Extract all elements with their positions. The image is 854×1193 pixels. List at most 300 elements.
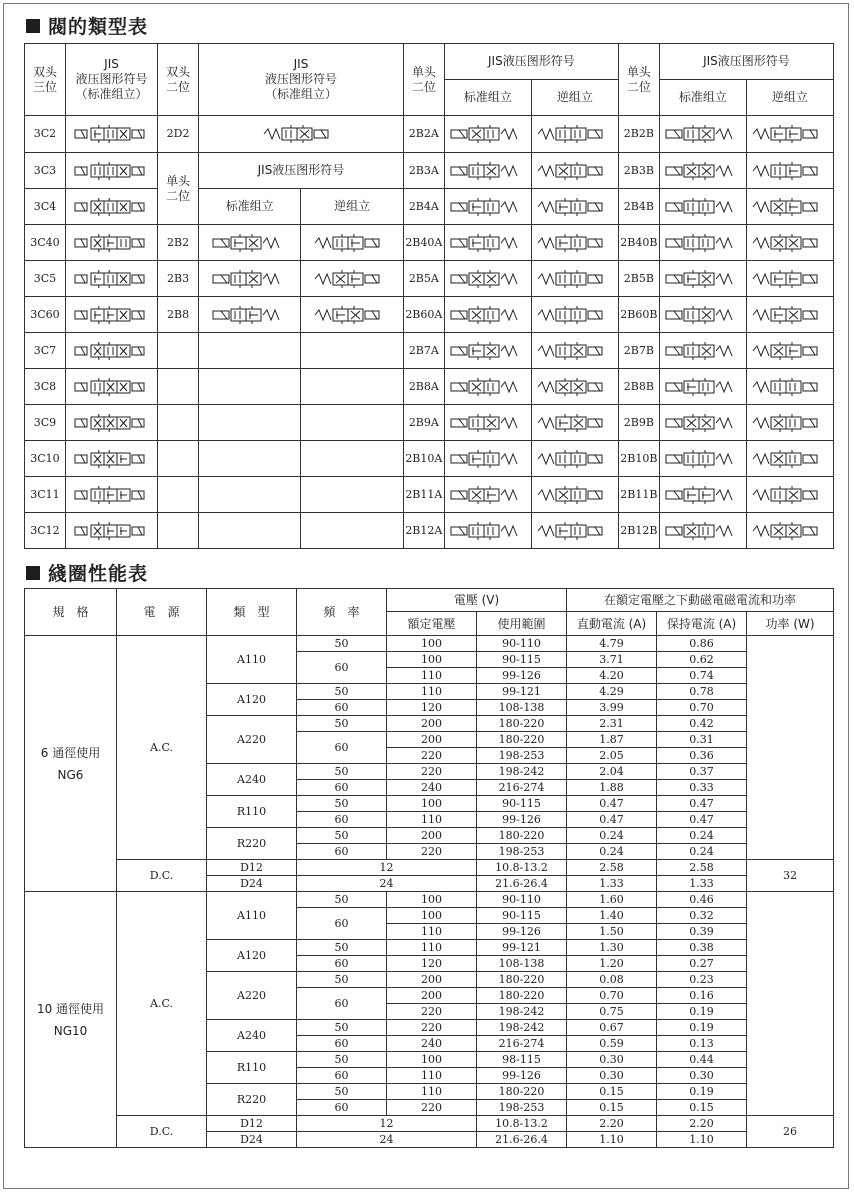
valve-symbol-icon (536, 521, 614, 541)
inrush-current: 0.47 (567, 796, 657, 812)
header-double-two (158, 44, 199, 116)
power-source-dc: D.C. (117, 860, 207, 892)
rated-voltage: 100 (387, 892, 477, 908)
valve-symbol-cell (444, 369, 531, 405)
model-code: 2B9B (618, 405, 659, 441)
holding-current: 0.38 (657, 940, 747, 956)
valve-symbol-icon (313, 269, 391, 289)
valve-symbol-cell (65, 297, 157, 333)
valve-symbol-cell (65, 441, 157, 477)
holding-current: 0.74 (657, 668, 747, 684)
voltage-range: 108-138 (477, 700, 567, 716)
holding-current: 0.47 (657, 796, 747, 812)
valve-symbol-icon (751, 413, 829, 433)
power-source-ac: A.C. (117, 892, 207, 1116)
frequency: 50 (297, 972, 387, 988)
coil-section-title-text: 綫圈性能表 (48, 563, 149, 585)
valve-symbol-cell (65, 513, 157, 549)
empty-cell (301, 441, 403, 477)
model-code: 2B40A (403, 225, 444, 261)
valve-symbol-icon (313, 233, 391, 253)
rated-voltage: 100 (387, 1052, 477, 1068)
coil-type: A120 (207, 684, 297, 716)
frequency: 50 (297, 940, 387, 956)
voltage-range: 198-253 (477, 844, 567, 860)
rated-voltage: 110 (387, 1068, 477, 1084)
frequency: 60 (297, 988, 387, 1020)
rated-voltage: 200 (387, 972, 477, 988)
inrush-current: 0.08 (567, 972, 657, 988)
rated-voltage: 100 (387, 796, 477, 812)
model-code: 3C40 (25, 225, 66, 261)
voltage-range: 180-220 (477, 716, 567, 732)
valve-row (25, 297, 834, 333)
valve-symbol-cell (531, 189, 618, 225)
valve-symbol-icon (536, 197, 614, 217)
model-code: 2B3A (403, 153, 444, 189)
voltage-range: 198-242 (477, 764, 567, 780)
holding-current: 0.39 (657, 924, 747, 940)
inrush-current: 0.30 (567, 1052, 657, 1068)
valve-symbol-cell (746, 189, 833, 225)
valve-symbol-icon (751, 124, 829, 144)
empty-cell (199, 477, 301, 513)
valve-section-title (26, 12, 148, 39)
watt-empty-cell (747, 892, 834, 1116)
valve-symbol-icon (211, 269, 289, 289)
valve-symbol-cell (659, 405, 746, 441)
inrush-current: 0.70 (567, 988, 657, 1004)
valve-symbol-cell (746, 261, 833, 297)
valve-symbol-icon (73, 341, 151, 361)
valve-symbol-cell (659, 333, 746, 369)
inrush-current: 2.20 (567, 1116, 657, 1132)
holding-current: 0.31 (657, 732, 747, 748)
spec-cell (25, 892, 117, 1148)
coil-type: D12 (207, 1116, 297, 1132)
valve-symbol-icon (262, 124, 340, 144)
inrush-current: 1.30 (567, 940, 657, 956)
header-current-power (567, 589, 834, 612)
dc-voltage: 12 (297, 1116, 477, 1132)
valve-symbol-cell (531, 261, 618, 297)
valve-symbol-icon (449, 413, 527, 433)
valve-symbol-icon (751, 269, 829, 289)
header-frequency (297, 589, 387, 636)
header-current-power-text: 在額定電壓之下動磁電磁電流和功率 (604, 593, 797, 607)
empty-cell (199, 405, 301, 441)
valve-symbol-icon (664, 521, 742, 541)
inrush-current: 1.60 (567, 892, 657, 908)
inrush-current: 1.87 (567, 732, 657, 748)
valve-symbol-cell (65, 225, 157, 261)
inrush-current: 1.10 (567, 1132, 657, 1148)
spec-label: 10 通徑使用 NG10 (36, 1001, 105, 1038)
model-code: 2B8A (403, 369, 444, 405)
header-jis-symbol-text: JIS液压图形符号 (488, 54, 575, 68)
dc-voltage: 24 (297, 1132, 477, 1148)
model-code: 2B60A (403, 297, 444, 333)
rated-voltage: 220 (387, 844, 477, 860)
rated-voltage: 120 (387, 700, 477, 716)
valve-symbol-cell (746, 333, 833, 369)
model-code: 2B8 (158, 297, 199, 333)
valve-row (25, 333, 834, 369)
valve-symbol-icon (73, 269, 151, 289)
voltage-range: 90-115 (477, 796, 567, 812)
voltage-range: 90-115 (477, 652, 567, 668)
holding-current: 0.62 (657, 652, 747, 668)
watt-empty-cell (747, 636, 834, 860)
header-reverse-b (746, 80, 833, 116)
empty-cell (158, 477, 199, 513)
holding-current: 0.24 (657, 844, 747, 860)
holding-current: 0.33 (657, 780, 747, 796)
frequency: 60 (297, 732, 387, 764)
coil-row (25, 636, 834, 652)
rated-voltage: 110 (387, 668, 477, 684)
rated-voltage: 110 (387, 924, 477, 940)
valve-symbol-icon (751, 341, 829, 361)
valve-symbol-cell (199, 297, 301, 333)
valve-symbol-cell (65, 369, 157, 405)
empty-cell (158, 333, 199, 369)
empty-cell (301, 513, 403, 549)
model-code: 2B10A (403, 441, 444, 477)
valve-symbol-cell (444, 333, 531, 369)
valve-symbol-icon (664, 269, 742, 289)
empty-cell (158, 405, 199, 441)
rated-voltage: 220 (387, 1004, 477, 1020)
header-rated-text: 額定電壓 (407, 616, 456, 631)
voltage-range: 198-242 (477, 1004, 567, 1020)
header-reverse-text: 逆组立 (556, 90, 593, 104)
valve-symbol-cell (531, 477, 618, 513)
valve-symbol-icon (664, 197, 742, 217)
valve-symbol-cell (746, 369, 833, 405)
valve-symbol-cell (444, 189, 531, 225)
header-jis-symbol-b (659, 44, 833, 80)
model-code: 2B11A (403, 477, 444, 513)
model-code: 2B8B (618, 369, 659, 405)
valve-symbol-icon (73, 197, 151, 217)
header-sub-jis-symbol (199, 153, 404, 189)
frequency: 60 (297, 1100, 387, 1116)
valve-symbol-cell (659, 297, 746, 333)
valve-symbol-icon (449, 305, 527, 325)
valve-symbol-cell (301, 225, 403, 261)
header-single-two (403, 44, 444, 116)
empty-cell (301, 477, 403, 513)
valve-symbol-icon (211, 305, 289, 325)
frequency: 60 (297, 652, 387, 684)
inrush-current: 0.24 (567, 844, 657, 860)
frequency: 60 (297, 700, 387, 716)
valve-symbol-cell (531, 405, 618, 441)
model-code: 3C60 (25, 297, 66, 333)
valve-symbol-cell (659, 477, 746, 513)
model-code: 2B7A (403, 333, 444, 369)
valve-row (25, 405, 834, 441)
model-code: 2B2A (403, 116, 444, 153)
coil-performance-table (24, 588, 834, 1148)
valve-symbol-cell (531, 116, 618, 153)
header-jis-standard-2 (199, 44, 404, 116)
empty-cell (158, 513, 199, 549)
valve-symbol-icon (536, 233, 614, 253)
valve-symbol-icon (536, 413, 614, 433)
power-watt: 32 (747, 860, 834, 892)
model-code: 3C3 (25, 153, 66, 189)
header-jis-symbol-b-text: JIS液压图形符号 (703, 54, 790, 68)
header-jis-standard-text: JIS 液压图形符号 （标准组立） (75, 57, 148, 101)
frequency: 50 (297, 684, 387, 700)
valve-symbol-cell (659, 441, 746, 477)
header-sub-single-two-text: 单头 二位 (166, 173, 191, 203)
inrush-current: 3.71 (567, 652, 657, 668)
valve-symbol-cell (659, 189, 746, 225)
valve-symbol-icon (449, 377, 527, 397)
dc-voltage: 24 (297, 876, 477, 892)
empty-cell (199, 513, 301, 549)
frequency: 50 (297, 1052, 387, 1068)
holding-current: 2.58 (657, 860, 747, 876)
header-jis-symbol (444, 44, 618, 80)
header-single-two-text: 单头 二位 (411, 64, 436, 94)
rated-voltage: 110 (387, 812, 477, 828)
valve-symbol-cell (746, 225, 833, 261)
valve-symbol-cell (65, 116, 157, 153)
header-inrush-text: 直動電流 (A) (576, 616, 647, 631)
coil-type: D12 (207, 860, 297, 876)
valve-symbol-icon (664, 161, 742, 181)
valve-symbol-cell (444, 405, 531, 441)
header-watt-text: 功率 (W) (765, 616, 815, 631)
valve-symbol-cell (444, 441, 531, 477)
header-frequency-text: 頻 率 (323, 605, 360, 619)
valve-symbol-icon (449, 161, 527, 181)
valve-row (25, 116, 834, 153)
model-code: 2B2B (618, 116, 659, 153)
holding-current: 1.33 (657, 876, 747, 892)
inrush-current: 1.40 (567, 908, 657, 924)
coil-type: D24 (207, 876, 297, 892)
valve-section-title-text: 閥的類型表 (48, 16, 149, 38)
valve-symbol-icon (751, 305, 829, 325)
header-standard-b-text: 标准组立 (678, 90, 727, 104)
header-sub-jis-symbol-text: JIS液压图形符号 (257, 163, 345, 177)
valve-symbol-icon (449, 233, 527, 253)
rated-voltage: 110 (387, 684, 477, 700)
model-code: 3C11 (25, 477, 66, 513)
valve-symbol-cell (65, 333, 157, 369)
holding-current: 0.46 (657, 892, 747, 908)
empty-cell (158, 441, 199, 477)
coil-type: A110 (207, 636, 297, 684)
model-code: 3C5 (25, 261, 66, 297)
coil-row-dc (25, 1116, 834, 1132)
valve-row (25, 225, 834, 261)
valve-symbol-icon (751, 521, 829, 541)
model-code: 2B4B (618, 189, 659, 225)
valve-symbol-cell (531, 513, 618, 549)
header-single-two-b-text: 单头 二位 (626, 64, 651, 94)
inrush-current: 0.15 (567, 1084, 657, 1100)
rated-voltage: 200 (387, 988, 477, 1004)
header-standard-b (659, 80, 746, 116)
voltage-range: 216-274 (477, 780, 567, 796)
model-code: 2B12B (618, 513, 659, 549)
model-code: 2B60B (618, 297, 659, 333)
header-type-text: 類 型 (233, 605, 270, 619)
valve-symbol-cell (65, 153, 157, 189)
power-source-ac: A.C. (117, 636, 207, 860)
inrush-current: 4.29 (567, 684, 657, 700)
holding-current: 0.19 (657, 1020, 747, 1036)
valve-symbol-cell (444, 297, 531, 333)
valve-symbol-cell (531, 225, 618, 261)
valve-symbol-cell (444, 513, 531, 549)
valve-symbol-icon (73, 305, 151, 325)
header-standard (444, 80, 531, 116)
rated-voltage: 120 (387, 956, 477, 972)
valve-symbol-cell (659, 225, 746, 261)
inrush-current: 2.31 (567, 716, 657, 732)
valve-symbol-icon (536, 485, 614, 505)
valve-symbol-icon (449, 449, 527, 469)
holding-current: 0.16 (657, 988, 747, 1004)
valve-row (25, 369, 834, 405)
rated-voltage: 220 (387, 1020, 477, 1036)
holding-current: 0.36 (657, 748, 747, 764)
frequency: 50 (297, 828, 387, 844)
frequency: 50 (297, 716, 387, 732)
valve-symbol-icon (73, 233, 151, 253)
valve-symbol-cell (444, 477, 531, 513)
valve-symbol-icon (449, 197, 527, 217)
empty-cell (301, 405, 403, 441)
model-code: 3C12 (25, 513, 66, 549)
inrush-current: 1.33 (567, 876, 657, 892)
header-spec (25, 589, 117, 636)
coil-type: A110 (207, 892, 297, 940)
frequency: 60 (297, 956, 387, 972)
valve-symbol-cell (746, 441, 833, 477)
holding-current: 0.24 (657, 828, 747, 844)
model-code: 2B3 (158, 261, 199, 297)
valve-symbol-cell (65, 405, 157, 441)
model-code: 2B2 (158, 225, 199, 261)
valve-symbol-cell (65, 261, 157, 297)
valve-row (25, 441, 834, 477)
valve-symbol-icon (664, 413, 742, 433)
valve-symbol-icon (73, 449, 151, 469)
voltage-range: 99-126 (477, 812, 567, 828)
empty-cell (158, 369, 199, 405)
valve-symbol-cell (659, 153, 746, 189)
empty-cell (199, 369, 301, 405)
valve-symbol-icon (664, 341, 742, 361)
inrush-current: 0.47 (567, 812, 657, 828)
rated-voltage: 100 (387, 908, 477, 924)
valve-symbol-icon (536, 377, 614, 397)
inrush-current: 4.79 (567, 636, 657, 652)
valve-row (25, 513, 834, 549)
valve-symbol-icon (313, 305, 391, 325)
valve-symbol-icon (73, 413, 151, 433)
spec-cell (25, 636, 117, 892)
frequency: 50 (297, 892, 387, 908)
empty-cell (301, 333, 403, 369)
valve-row (25, 477, 834, 513)
header-watt (747, 612, 834, 636)
valve-symbol-icon (664, 124, 742, 144)
valve-symbol-cell (531, 153, 618, 189)
voltage-range: 198-253 (477, 1100, 567, 1116)
model-code: 2B7B (618, 333, 659, 369)
valve-type-table (24, 43, 834, 549)
voltage-range: 90-115 (477, 908, 567, 924)
header-sub-reverse-text: 逆组立 (334, 199, 371, 213)
inrush-current: 1.20 (567, 956, 657, 972)
valve-symbol-cell (659, 116, 746, 153)
coil-type: R220 (207, 1084, 297, 1116)
inrush-current: 0.67 (567, 1020, 657, 1036)
model-code: 3C8 (25, 369, 66, 405)
coil-header-row-1 (25, 589, 834, 612)
valve-symbol-cell (444, 153, 531, 189)
valve-symbol-icon (536, 124, 614, 144)
frequency: 60 (297, 780, 387, 796)
valve-symbol-cell (199, 116, 404, 153)
valve-symbol-cell (746, 116, 833, 153)
frequency: 60 (297, 812, 387, 828)
coil-section-title (26, 559, 148, 586)
valve-row (25, 189, 834, 225)
inrush-current: 2.58 (567, 860, 657, 876)
rated-voltage: 240 (387, 1036, 477, 1052)
rated-voltage: 240 (387, 780, 477, 796)
header-type (207, 589, 297, 636)
voltage-range: 216-274 (477, 1036, 567, 1052)
voltage-range: 198-242 (477, 1020, 567, 1036)
rated-voltage: 220 (387, 764, 477, 780)
coil-type: A240 (207, 764, 297, 796)
holding-current: 2.20 (657, 1116, 747, 1132)
voltage-range: 108-138 (477, 956, 567, 972)
valve-symbol-icon (73, 485, 151, 505)
inrush-current: 2.05 (567, 748, 657, 764)
valve-symbol-cell (199, 261, 301, 297)
valve-symbol-cell (444, 261, 531, 297)
rated-voltage: 220 (387, 1100, 477, 1116)
header-holding-text: 保持電流 (A) (666, 616, 737, 631)
valve-symbol-cell (199, 225, 301, 261)
valve-symbol-cell (301, 297, 403, 333)
section-bullet-icon (26, 566, 40, 580)
voltage-range: 99-126 (477, 668, 567, 684)
inrush-current: 0.75 (567, 1004, 657, 1020)
model-code: 2B11B (618, 477, 659, 513)
model-code: 2B5B (618, 261, 659, 297)
frequency: 60 (297, 844, 387, 860)
voltage-range: 90-110 (477, 892, 567, 908)
holding-current: 0.78 (657, 684, 747, 700)
empty-cell (199, 441, 301, 477)
header-inrush (567, 612, 657, 636)
inrush-current: 1.88 (567, 780, 657, 796)
header-range-text: 使用範圍 (497, 616, 546, 631)
